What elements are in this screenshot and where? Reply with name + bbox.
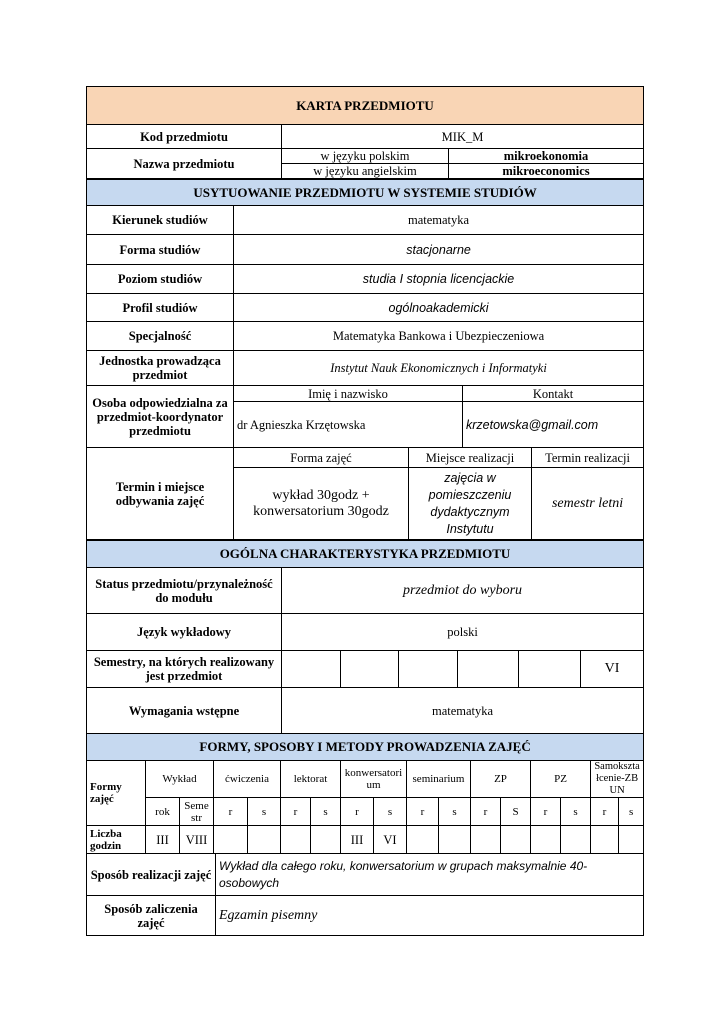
- jezyk-value: polski: [282, 614, 644, 651]
- hours-cell: [311, 826, 341, 854]
- formy-r: r: [471, 798, 501, 826]
- sposob-realizacji-label: Sposób realizacji zajęć: [87, 854, 216, 896]
- osoba-name-header: Imię i nazwisko: [234, 386, 463, 402]
- formy-lektorat: lektorat: [281, 761, 341, 798]
- hours-cell: [591, 826, 619, 854]
- semestr-cell: [458, 651, 519, 688]
- semestr-cell: [341, 651, 399, 688]
- termin-h2: Miejsce realizacji: [409, 448, 532, 468]
- formy-r: r: [407, 798, 439, 826]
- hours-cell: [281, 826, 311, 854]
- formy-label: Formy zajęć: [87, 761, 146, 826]
- formy-samoksztalcenie: Samokształcenie-ZBUN: [591, 761, 644, 798]
- formy-s: s: [374, 798, 407, 826]
- hours-cell: [214, 826, 248, 854]
- nazwa-en-value: mikroeconomics: [449, 164, 644, 179]
- nazwa-en-label: w języku angielskim: [282, 164, 449, 179]
- formy-seminarium: seminarium: [407, 761, 471, 798]
- formy-s: s: [561, 798, 591, 826]
- termin-h1: Forma zajęć: [234, 448, 409, 468]
- status-value: przedmiot do wyboru: [282, 568, 644, 614]
- semestr-value: VI: [581, 651, 644, 688]
- formy-semestr: Semestr: [180, 798, 214, 826]
- formy-r: r: [591, 798, 619, 826]
- termin-miejsce: zajęcia w pomieszczeniu dydaktycznym Instytutu: [409, 468, 532, 540]
- formy-zp: ZP: [471, 761, 531, 798]
- termin-h3: Termin realizacji: [532, 448, 644, 468]
- hours-cell: [248, 826, 281, 854]
- formy-s: s: [248, 798, 281, 826]
- jednostka-value: Instytut Nauk Ekonomicznych i Informatyki: [234, 351, 644, 386]
- forma-value: stacjonarne: [234, 235, 644, 265]
- section2-heading: OGÓLNA CHARAKTERYSTYKA PRZEDMIOTU: [87, 541, 644, 568]
- formy-r: r: [281, 798, 311, 826]
- sposob-zaliczenia-value: Egzamin pisemny: [216, 896, 644, 936]
- formy-r: r: [214, 798, 248, 826]
- forma-label: Forma studiów: [87, 235, 234, 265]
- semestry-label: Semestry, na których realizowany jest przedmiot: [87, 651, 282, 688]
- profil-label: Profil studiów: [87, 294, 234, 322]
- sposob-realizacji-value: Wykład dla całego roku, konwersatorium w grupach maksymalnie 40-osobowych: [216, 854, 644, 896]
- nazwa-label: Nazwa przedmiotu: [87, 149, 282, 179]
- termin-termin: semestr letni: [532, 468, 644, 540]
- jednostka-label: Jednostka prowadząca przedmiot: [87, 351, 234, 386]
- wymagania-value: matematyka: [282, 688, 644, 734]
- specjalnosc-label: Specjalność: [87, 322, 234, 351]
- hours-cell: [439, 826, 471, 854]
- formy-wyklad: Wykład: [146, 761, 214, 798]
- hours-cell: [501, 826, 531, 854]
- semestr-cell: [282, 651, 341, 688]
- nazwa-pl-value: mikroekonomia: [449, 149, 644, 164]
- hours-konw-s: VI: [374, 826, 407, 854]
- section2-table: [86, 540, 644, 734]
- jezyk-label: Język wykładowy: [87, 614, 282, 651]
- hours-cell: [471, 826, 501, 854]
- nazwa-pl-label: w języku polskim: [282, 149, 449, 164]
- formy-r: r: [341, 798, 374, 826]
- formy-cwiczenia: ćwiczenia: [214, 761, 281, 798]
- termin-forma: wykład 30godz + konwersatorium 30godz: [234, 468, 409, 540]
- section3-table: [86, 733, 644, 854]
- hours-wyklad-sem: VIII: [180, 826, 214, 854]
- poziom-value: studia I stopnia licencjackie: [234, 265, 644, 294]
- formy-s: s: [311, 798, 341, 826]
- section1-table: [86, 179, 644, 540]
- header-table: [86, 86, 644, 179]
- formy-r: r: [531, 798, 561, 826]
- status-label: Status przedmiotu/przynależność do modułu: [87, 568, 282, 614]
- semestr-cell: [399, 651, 458, 688]
- profil-value: ogólnoakademicki: [234, 294, 644, 322]
- formy-konwersatorium: konwersatorium: [341, 761, 407, 798]
- kierunek-value: matematyka: [234, 206, 644, 235]
- hours-wyklad-rok: III: [146, 826, 180, 854]
- hours-cell: [531, 826, 561, 854]
- osoba-name: dr Agnieszka Krzętowska: [234, 402, 463, 448]
- formy-s: s: [619, 798, 644, 826]
- specjalnosc-value: Matematyka Bankowa i Ubezpieczeniowa: [234, 322, 644, 351]
- formy-S: S: [501, 798, 531, 826]
- sposob-table: [86, 853, 644, 936]
- termin-label: Termin i miejsce odbywania zajęć: [87, 448, 234, 540]
- hours-konw-r: III: [341, 826, 374, 854]
- kierunek-label: Kierunek studiów: [87, 206, 234, 235]
- section3-heading: FORMY, SPOSOBY I METODY PROWADZENIA ZAJĘĆ: [87, 734, 644, 761]
- formy-rok: rok: [146, 798, 180, 826]
- semestr-cell: [519, 651, 581, 688]
- card-title: KARTA PRZEDMIOTU: [87, 87, 644, 125]
- osoba-contact: krzetowska@gmail.com: [463, 402, 644, 448]
- poziom-label: Poziom studiów: [87, 265, 234, 294]
- sposob-zaliczenia-label: Sposób zaliczenia zajęć: [87, 896, 216, 936]
- liczba-label: Liczba godzin: [87, 826, 146, 854]
- hours-cell: [619, 826, 644, 854]
- osoba-contact-header: Kontakt: [463, 386, 644, 402]
- formy-s: s: [439, 798, 471, 826]
- hours-cell: [407, 826, 439, 854]
- kod-label: Kod przedmiotu: [87, 125, 282, 149]
- osoba-label: Osoba odpowiedzialna za przedmiot-koordynator przedmiotu: [87, 386, 234, 448]
- hours-cell: [561, 826, 591, 854]
- formy-pz: PZ: [531, 761, 591, 798]
- wymagania-label: Wymagania wstępne: [87, 688, 282, 734]
- kod-value: MIK_M: [282, 125, 644, 149]
- section1-heading: USYTUOWANIE PRZEDMIOTU W SYSTEMIE STUDIÓW: [87, 180, 644, 206]
